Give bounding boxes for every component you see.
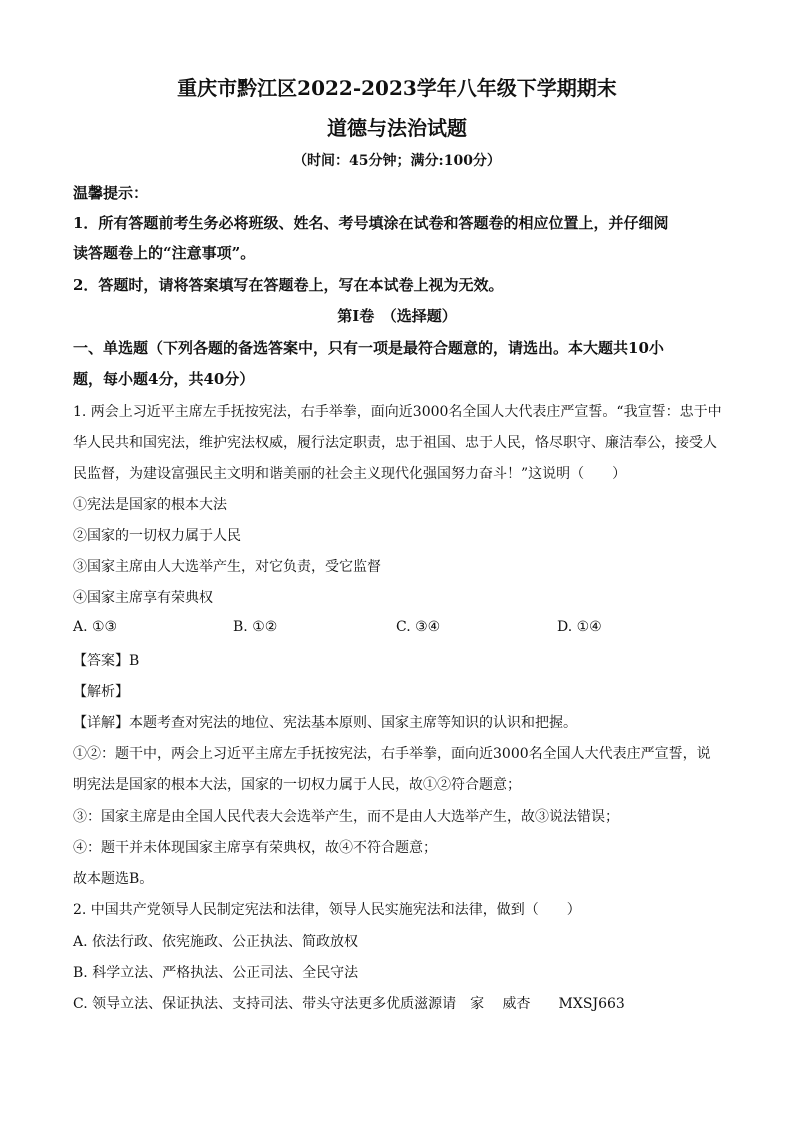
q1-explanation-3: ④：题干并未体现国家主席享有荣典权，故④不符合题意； xyxy=(73,840,437,856)
tip-2: 2．答题时，请将答案填写在答题卷上，写在本试卷上视为无效。 xyxy=(73,276,504,294)
q1-option-a: A. ①③ xyxy=(73,619,118,635)
q1-option-c: C. ③④ xyxy=(396,619,441,635)
q1-statement-1: ①宪法是国家的根本大法 xyxy=(73,497,227,513)
section-heading-line-2: 题，每小题4分，共40分） xyxy=(73,370,255,388)
q1-analysis-label: 【解析】 xyxy=(73,684,129,700)
q1-answer: 【答案】B xyxy=(73,653,140,669)
q1-statement-4: ④国家主席享有荣典权 xyxy=(73,590,213,606)
q2-option-b: B. 科学立法、严格执法、公正司法、全民守法 xyxy=(73,965,359,981)
q1-statement-2: ②国家的一切权力属于人民 xyxy=(73,528,241,544)
q1-explanation-2: ③：国家主席是由全国人民代表大会选举产生，而不是由人大选举产生，故③说法错误； xyxy=(73,809,619,825)
q1-conclusion: 故本题选B。 xyxy=(73,871,154,887)
q1-stem-line-3: 民监督，为建设富强民主文明和谐美丽的社会主义现代化强国努力奋斗！”这说明（ ） xyxy=(73,466,627,482)
q1-detail: 【详解】本题考查对宪法的地位、宪法基本原则、国家主席等知识的认识和把握。 xyxy=(73,715,577,731)
q1-explanation-1-line-2: 明宪法是国家的根本大法，国家的一切权力属于人民，故①②符合题意； xyxy=(73,777,521,793)
q1-stem-line-2: 华人民共和国宪法，维护宪法权威，履行法定职责，忠于祖国、忠于人民，恪尽职守、廉洁奉公，接受人 xyxy=(73,435,717,451)
q1-explanation-1-line-1: ①②：题干中，两会上习近平主席左手抚按宪法，右手举拳，面向近3000名全国人大代表庄严宣誓，说 xyxy=(73,746,711,762)
section-heading-line-1: 一、单选题（下列各题的备选答案中，只有一项是最符合题意的，请选出。本大题共10小 xyxy=(73,339,664,357)
q2-option-c: C. 领导立法、保证执法、支持司法、带头守法更多优质滋源请 家 威杏 MXSJ663 xyxy=(73,996,625,1012)
tip-1-line-2: 读答题卷上的“注意事项”。 xyxy=(73,244,256,262)
time-info: （时间：45分钟；满分:100分） xyxy=(293,153,501,169)
tip-1-line-1: 1．所有答题前考生务必将班级、姓名、考号填涂在试卷和答题卷的相应位置上，并仔细阅 xyxy=(73,214,669,232)
document-subtitle: 道德与法治试题 xyxy=(327,116,467,140)
volume-label: 第Ⅰ卷 （选择题） xyxy=(337,307,457,325)
tips-heading: 温馨提示： xyxy=(73,184,149,202)
q2-stem: 2. 中国共产党领导人民制定宪法和法律，领导人民实施宪法和法律，做到（ ） xyxy=(73,902,581,918)
q2-option-a: A. 依法行政、依宪施政、公正执法、简政放权 xyxy=(73,934,359,950)
document-title: 重庆市黔江区2022-2023学年八年级下学期期末 xyxy=(177,76,617,100)
q1-statement-3: ③国家主席由人大选举产生，对它负责，受它监督 xyxy=(73,559,381,575)
q1-option-d: D. ①④ xyxy=(557,619,602,635)
q1-option-b: B. ①② xyxy=(233,619,278,635)
q1-stem-line-1: 1. 两会上习近平主席左手抚按宪法，右手举拳，面向近3000名全国人大代表庄严宣誓。“我宣誓：忠于中 xyxy=(73,404,722,420)
